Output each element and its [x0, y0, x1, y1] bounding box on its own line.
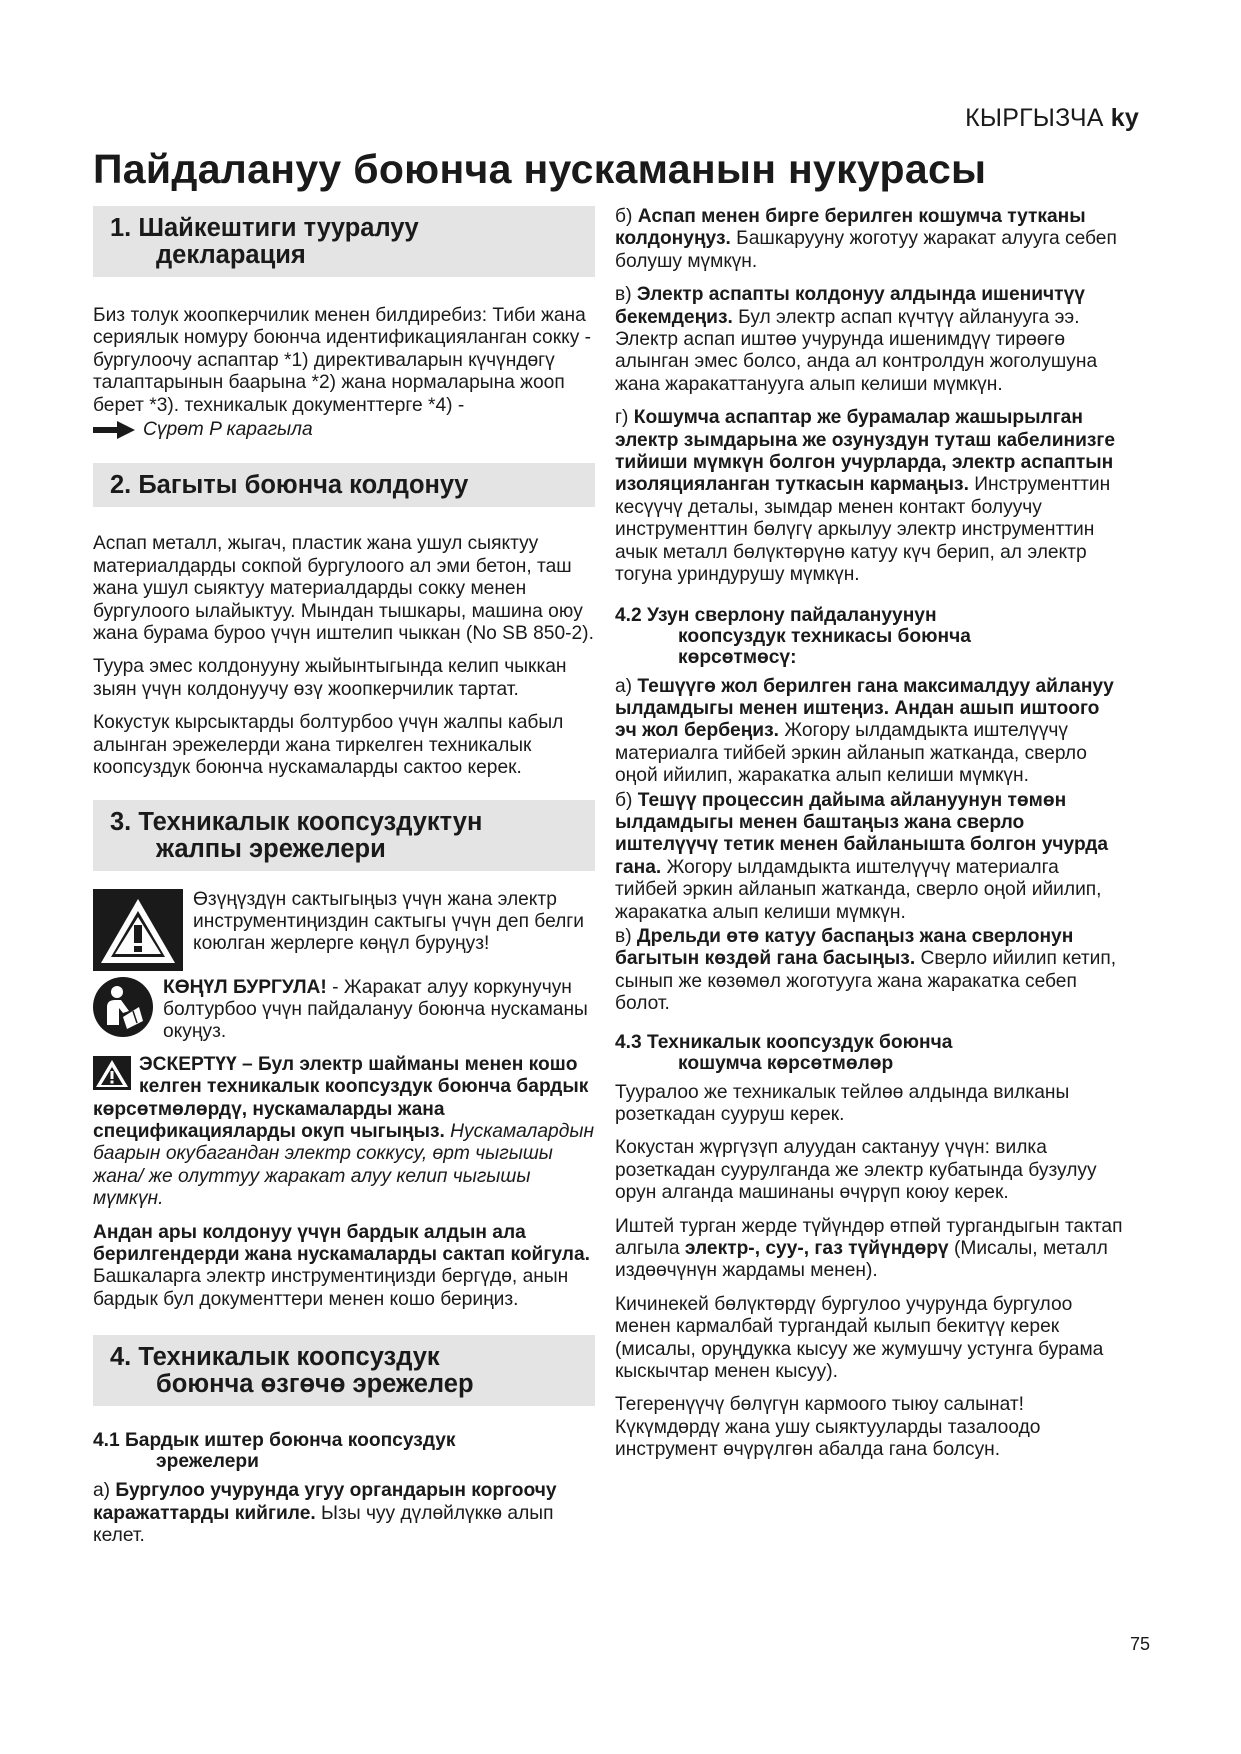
read-manual-icon	[93, 977, 153, 1037]
language-code: ky	[1110, 104, 1139, 132]
page-number: 75	[1130, 1634, 1151, 1654]
figure-reference	[93, 419, 595, 441]
declaration-text: Биз толук жоопкерчилик менен билдиребиз: Тиби жана сериялык номуру боюнча идентификацияланган сокку - бургулоочу аспаптар *1) директиваларын күчүндөгү талаптарынын баарына *2) жана нормаларына жооп берет *3). техникалык документтерге *4) -	[93, 305, 592, 416]
rule-4-1-a: а) Бургулоо учурунда угуу органдарын коргоочу каражаттарды кийгиле. Ызы чуу дүлөйлүккө алып келет.	[93, 1480, 557, 1546]
read-manual-text: КӨҢҮЛ БУРГУЛА! - Жаракат алуу коркунучун болтурбоо үчүн пайдалануу боюнча нускаманы окуңуз.	[163, 976, 588, 1043]
usage-paragraph-1: Аспап металл, жыгач, пластик жана ушул сыяктуу материалдарды сокпой бургулоого ал эми бетон, таш жана ушул сыяктуу материалдарды сокку менен бургулоого ылайыктуу. Мындан тышкары, машина оюу жана бурама буроо үчүн иштелип чыккан (No SB 850-2).	[93, 533, 594, 645]
declaration-block	[93, 305, 595, 441]
rule-4-3-p2: Кокустан жүргүзүп алуудан сактануу үчүн: вилка розеткадан суурулганда же электр кубатында бузулуу орун алганда машинаны өчүрүп коюу керек.	[615, 1137, 1097, 1204]
keep-instructions-note: Андан ары колдонуу үчүн бардык алдын ала берилгендерди жана нускамаларды сактап койгула. Башкаларга электр инструментиңизди бергүдө, анын бардык бул документтери менен кошо бериңиз.	[93, 1221, 590, 1310]
warning-note	[93, 889, 595, 971]
rule-4-2-v: в) Дрельди өтө катуу баспаңыз жана сверлонун багытын көздөй гана басыңыз. Сверло ийилип кетип, сынып же көзөмөл жоготууга жана жаракатка себеп болот.	[615, 925, 1117, 1015]
language-label	[965, 104, 1139, 133]
rule-4-3-p4: Кичинекей бөлүктөрдү бургулоо учурунда бургулоо менен кармалбай тургандай кылып бекитүү керек (мисалы, оруңдукка кысуу же жумушчу устунга бурама кыскычтар менен кысуу).	[615, 1293, 1104, 1383]
subsection-4-3-heading: 4.3 Техникалык коопсуздук боюнча кошумча көрсөтмөлөр	[615, 1031, 953, 1074]
section-1-heading: 1. Шайкештиги тууралуу декларация	[93, 206, 595, 277]
language-name: КЫРГЫЗЧА	[965, 104, 1104, 132]
subsection-4-2-heading: 4.2 Узун сверлону пайдалануунун коопсуздук техникасы боюнча көрсөтмөсү:	[615, 604, 971, 668]
rule-4-1-b: б) Аспап менен бирге берилген кошумча тутканы колдонуңуз. Башкарууну жоготуу жаракат алууга себеп болушу мүмкүн.	[615, 206, 1117, 272]
warning-triangle-icon	[93, 889, 183, 971]
section-3-heading: 3. Техникалык коопсуздуктун жалпы эрежелери	[93, 800, 595, 871]
section-4-heading: 4. Техникалык коопсуздук боюнча өзгөчө эрежелер	[93, 1335, 595, 1406]
section-2-heading: 2. Багыты боюнча колдонуу	[93, 463, 595, 507]
figure-reference-text: Сүрөт P карагыла	[143, 419, 313, 441]
rule-4-2-a: а) Тешүүгө жол берилген гана максималдуу айлануу ылдамдыгы менен иштеңиз. Андан ашып иштоого эч жол бербеңиз. Жогору ылдамдыкта иштелүүчү материалга тийбей эркин айланып жатканда, сверло оңой ийилип, жаракатка алып келиши мүмкүн.	[615, 675, 1114, 787]
section-2-body	[93, 533, 595, 779]
usage-paragraph-3: Кокустук кырсыктарды болтурбоо үчүн жалпы кабыл алынган эрежелерди жана тиркелген техникалык коопсуздук боюнча нускамаларды сактоо керек.	[93, 712, 564, 779]
rule-4-1-v: в) Электр аспапты колдонуу алдында ишеничтүү бекемдеңиз. Бул электр аспап күчтүү айланууга ээ. Электр аспап иштөө учурунда ишенимдүү тирөөгө алынган эмес болсо, анда ал контролдун жоголушуна жана жаракаттанууга алып келиши мүмкүн.	[615, 284, 1098, 395]
warning-note-text: Өзүңүздүн сактыгыңыз үчүн жана электр инструментиңиздин сактыгы үчүн деп белги коюлган жерлерге көңүл буруңуз!	[193, 888, 585, 955]
rule-4-3-p5: Тегеренүүчү бөлүгүн кармоого тыюу салынат! Күкүмдөрдү жана ушу сыяктууларды тазалоодо инструмент өчүрүлгөн абалда гана болсун.	[615, 1394, 1041, 1461]
rule-4-3-p3: Иштей турган жерде түйүндөр өтпөй тургандыгын тактап алгыла электр-, суу-, газ түйүндөрү (Мисалы, металл издөөчүнүн жардамы менен).	[615, 1215, 1123, 1282]
read-manual-note	[93, 977, 595, 1044]
caution-triangle-icon	[93, 1056, 131, 1090]
arrow-right-icon	[93, 421, 135, 439]
page-title: Пайдалануу боюнча нускаманын нукурасы	[93, 146, 987, 192]
left-column	[93, 206, 595, 1558]
rule-4-3-p1: Тууралоо же техникалык тейлөө алдында вилканы розеткадан сууруш керек.	[615, 1081, 1070, 1125]
usage-paragraph-2: Туура эмес колдонууну жыйынтыгында келип чыккан зыян үчүн колдонуучу өзү жоопкерчилик тартат.	[93, 656, 567, 700]
right-column	[615, 206, 1125, 1473]
rule-4-1-g: г) Кошумча аспаптар же бурамалар жашырылган электр зымдарына же озунуздун туташ кабелинизге тийиши мүмкүн болгон учурларда, электр аспаптын изоляцияланган туткасын кармаңыз. Инструменттин кесүүчү деталы, зымдар менен контакт болуучу инструменттин бөлүгү аркылуу электр инструменттин ачык металл бөлүктөрүнө катуу күч берип, ал электр тогуна уриндурушу мүмкүн.	[615, 407, 1116, 586]
caution-note: ЭСКЕРТҮҮ – Бул электр шайманы менен кошо келген техникалык коопсуздук боюнча бардык көрсөтмөлөрдү, нускамаларды жана спецификацияларды окуп чыгыңыз. Нускамалардын баарын окубагандан электр соккусу, өрт чыгышы жана/ же олуттуу жаракат алуу келип чыгышы мүмкүн.	[93, 1053, 595, 1210]
rule-4-2-b: б) Тешүү процессин дайыма айлануунун төмөн ылдамдыгы менен баштаңыз жана сверло иштелүүчү тетик менен байланышта болгон учурда гана. Жогору ылдамдыкта иштелүүчү материалга тийбей эркин айланып жатканда, сверло оңой ийилип, жаракатка алып келиши мүмкүн.	[615, 789, 1109, 923]
subsection-4-1-heading: 4.1 Бардык иштер боюнча коопсуздук эрежелери	[93, 1430, 456, 1473]
